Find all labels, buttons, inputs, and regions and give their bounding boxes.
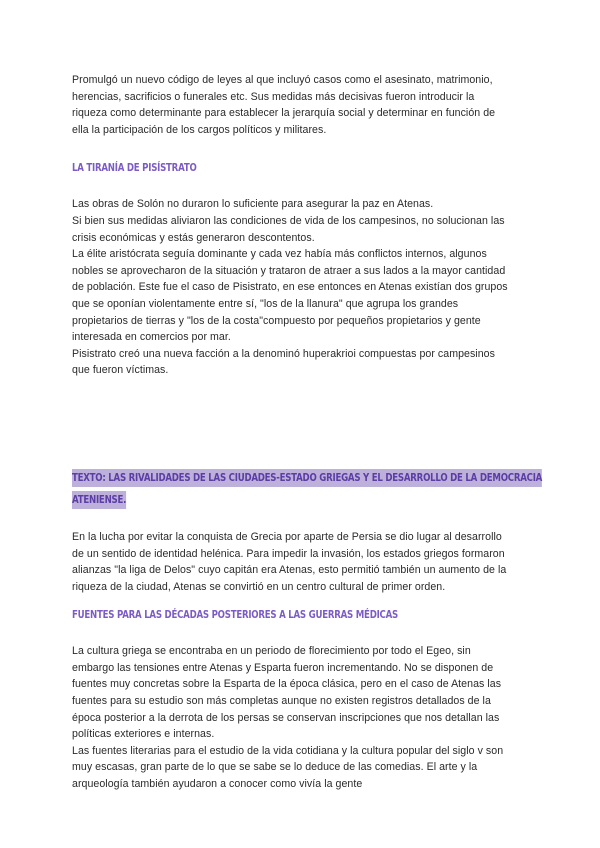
text-line: fuentes para su estudio son más completas aunque no existen registros detallados de la <box>72 695 491 708</box>
text-line: de un sentido de identidad helénica. Para impedir la invasión, los estados griegos formaron <box>72 547 505 560</box>
heading-text: TEXTO: LAS RIVALIDADES DE LAS CIUDADES-ESTADO GRIEGAS Y EL DESARROLLO DE LA DEMOCRACIA <box>72 469 542 487</box>
text-line: Pisistrato creó una nueva facción a la denominó huperakrioi compuestas por campesinos <box>72 347 495 360</box>
text-line: propietarios de tierras y "los de la costa"compuesto por pequeños propietarios y gente <box>72 314 481 327</box>
text-line: La élite aristócrata seguía dominante y cada vez había más conflictos internos, algunos <box>72 248 487 261</box>
section1-paragraph <box>72 196 528 379</box>
highlighted-heading-line-2 <box>72 489 446 511</box>
text-line: arqueología también ayudaron a conocer como vivía la gente <box>72 778 363 791</box>
text-line: Si bien sus medidas aliviaron las condiciones de vida de los campesinos, no solucionan las <box>72 214 505 227</box>
text-line: políticas exteriores e internas. <box>72 728 215 741</box>
text-line: embargo las tensiones entre Atenas y Esparta fueron incrementando. No se disponen de <box>72 661 494 674</box>
text-line: de población. Este fue el caso de Pisistrato, en ese entonces en Atenas existían dos grupos <box>72 281 508 294</box>
section2-paragraph <box>72 529 528 595</box>
text-line: En la lucha por evitar la conquista de Grecia por aparte de Persia se dio lugar al desarrollo <box>72 530 502 543</box>
text-line: herencias, sacrificios o funerales etc. Sus medidas más decisivas fueron introducir la <box>72 90 475 103</box>
text-line: época posterior a la derrota de los persas se conservan inscripciones que nos detallan las <box>72 711 500 724</box>
intro-paragraph <box>72 72 528 138</box>
text-line: que se oponían violentamente entre sí, "los de la llanura" que agrupa los grandes <box>72 297 459 310</box>
text-line: interesada en comercios por mar. <box>72 331 231 344</box>
text-line: crisis económicas y estás generaron descontentos. <box>72 231 315 244</box>
text-line: nobles se aprovecharon de la situación y trataron de atraer a sus lados a la mayor cantidad <box>72 264 506 277</box>
text-line: Las obras de Solón no duraron lo suficiente para asegurar la paz en Atenas. <box>72 198 434 211</box>
text-line: La cultura griega se encontraba en un periodo de florecimiento por todo el Egeo, sin <box>72 645 471 658</box>
document-page <box>72 72 543 793</box>
text-line: Promulgó un nuevo código de leyes al que incluyó casos como el asesinato, matrimonio, <box>72 74 493 86</box>
highlighted-heading-line-1 <box>72 467 543 489</box>
text-line: que fueron víctimas. <box>72 364 169 377</box>
section-heading-tirania: LA TIRANÍA DE PISÍSTRATO <box>72 162 197 175</box>
text-line: alianzas "la liga de Delos" cuyo capitán era Atenas, esto permitió también un aumento de la <box>72 564 507 577</box>
section3-paragraph <box>72 643 528 792</box>
section-heading-fuentes: FUENTES PARA LAS DÉCADAS POSTERIORES A LAS GUERRAS MÉDICAS <box>72 609 399 622</box>
text-line: ella la participación de los cargos políticos y militares. <box>72 123 327 136</box>
text-line: riqueza como determinante para establecer la jerarquía social y determinar en función de <box>72 107 496 120</box>
heading-text: ATENIENSE. <box>72 491 126 509</box>
text-line: Las fuentes literarias para el estudio de la vida cotidiana y la cultura popular del siglo v son <box>72 744 504 757</box>
highlighted-heading <box>72 467 543 511</box>
text-line: fuentes muy concretas sobre la Esparta de la época clásica, pero en el caso de Atenas las <box>72 678 502 691</box>
text-line: muy escasas, gran parte de lo que se sabe se lo deduce de las comedias. El arte y la <box>72 761 478 774</box>
text-line: riqueza de la ciudad, Atenas se convirtió en un centro cultural de primer orden. <box>72 580 446 593</box>
